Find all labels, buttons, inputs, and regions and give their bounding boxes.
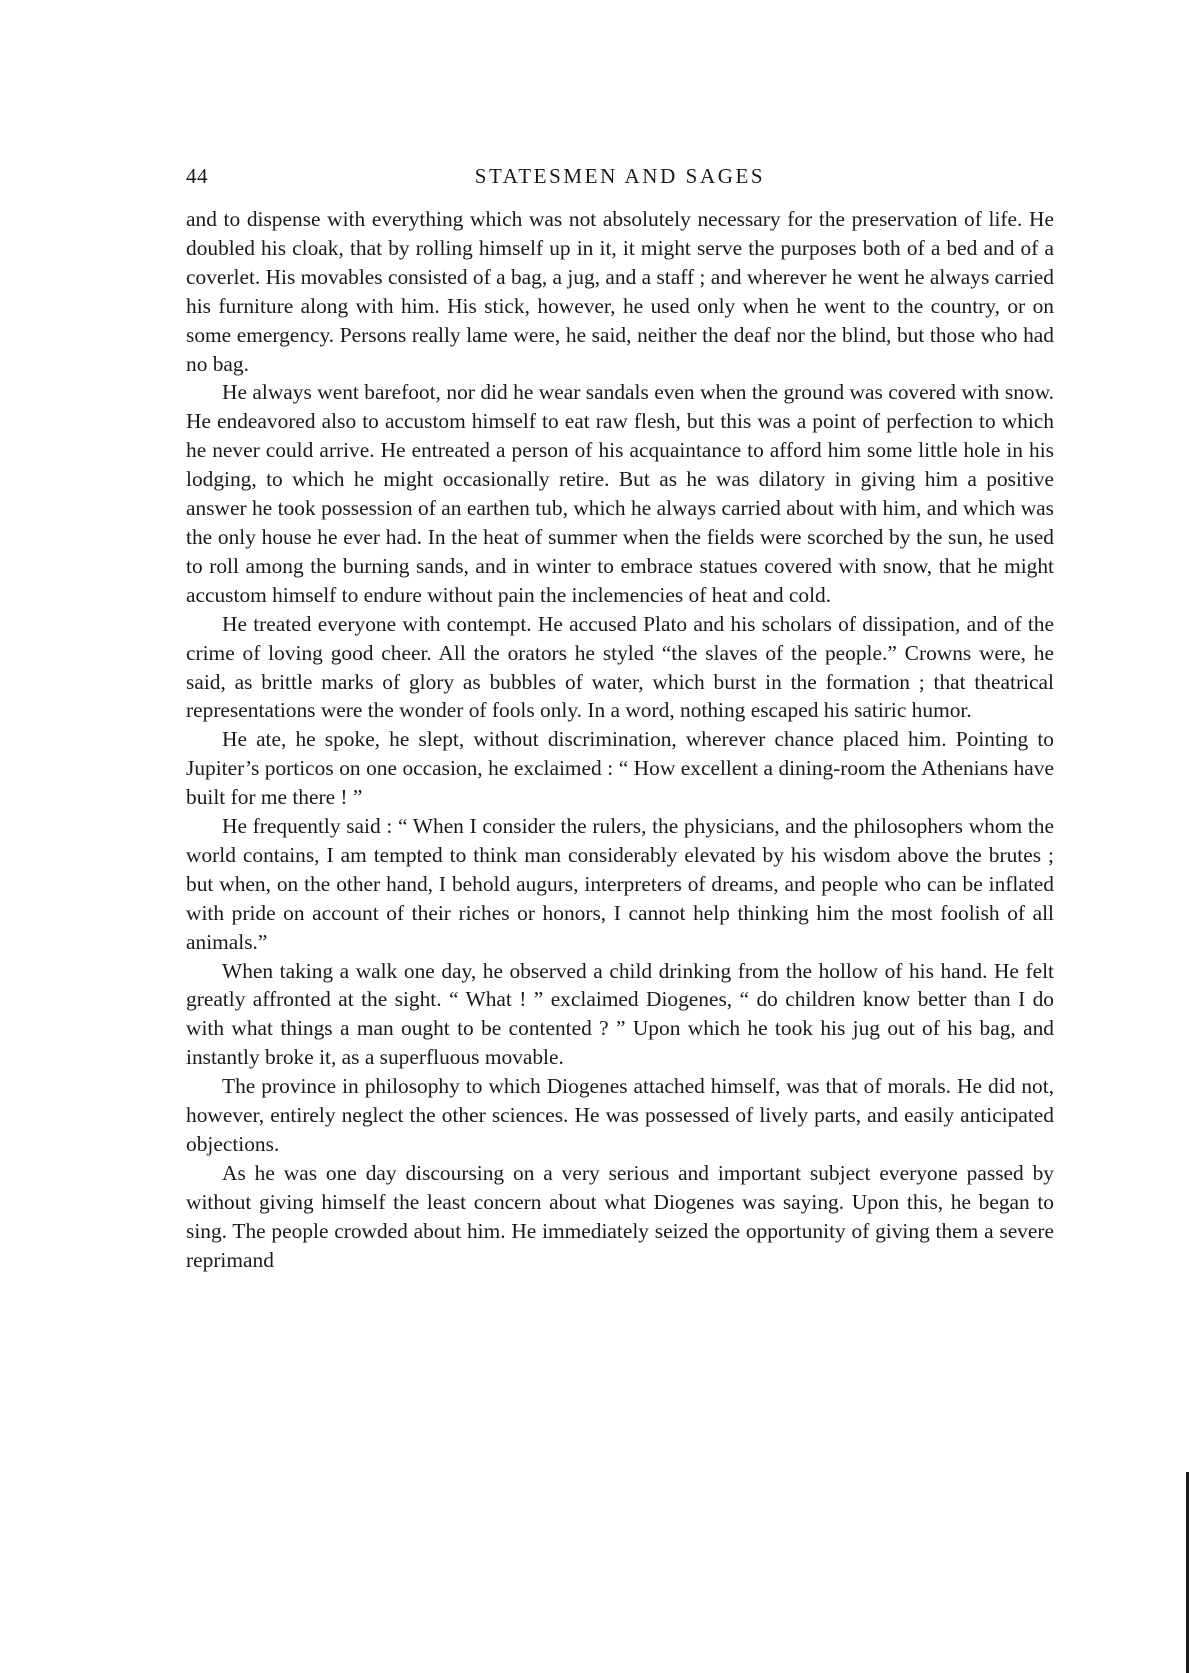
paragraph-6: When taking a walk one day, he observed a child drinking from the hollow of his hand. He felt greatly affronted at the sight. “ What ! ” exclaimed Diogenes, “ do children know better than I do with what things a man ought to be contented ? ” Upon which he took his jug out of his bag, and instantly broke it, as a superfluous movable.	[186, 958, 1054, 1070]
paragraph-8: As he was one day discoursing on a very serious and important subject everyone passed by without giving himself the least concern about what Diogenes was saying. Upon this, he began to sing. The people crowded about him. He immediately seized the opportunity of giving them a severe reprimand	[186, 1160, 1054, 1272]
running-head	[186, 164, 1054, 194]
paragraph-1: and to dispense with everything which was not absolutely necessary for the preservation of life. He doubled his cloak, that by rolling himself up in it, it might serve the purposes both of a bed and of a coverlet. His movables consisted of a bag, a jug, and a staff ; and wherever he went he always carried his furniture along with him. His stick, however, he used only when he went to the country, or on some emergency. Persons really lame were, he said, neither the deaf nor the blind, but those who had no bag.	[186, 207, 1054, 376]
body-text	[186, 205, 1054, 1275]
paragraph-2: He always went barefoot, nor did he wear sandals even when the ground was covered with snow. He endeavored also to accustom himself to eat raw flesh, but this was a point of perfection to which he never could arrive. He entreated a person of his acquaintance to afford him some little hole in his lodging, to which he might occasionally retire. But as he was dilatory in giving him a positive answer he took possession of an earthen tub, which he always carried about with him, and which was the only house he ever had. In the heat of summer when the fields were scorched by the sun, he used to roll among the burning sands, and in winter to embrace statues covered with snow, that he might accustom himself to endure without pain the inclemencies of heat and cold.	[186, 380, 1054, 607]
page-number: 44	[186, 164, 208, 188]
paragraph-4: He ate, he spoke, he slept, without discrimination, wherever chance placed him. Pointing to Jupiter’s porticos on one occasion, he exclaimed : “ How excellent a dining-room the Athenians have built for me there ! ”	[186, 727, 1054, 810]
paragraph-7: The province in philosophy to which Diogenes attached himself, was that of morals. He did not, however, entirely neglect the other sciences. He was possessed of lively parts, and easily anticipated objections.	[186, 1074, 1054, 1156]
paragraph-5: He frequently said : “ When I consider the rulers, the physicians, and the philosophers whom the world contains, I am tempted to think man considerably elevated by his wisdom above the brutes ; but when, on the other hand, I behold augurs, interpreters of dreams, and people who can be inflated with pride on account of their riches or honors, I cannot help thinking him the most foolish of all animals.”	[186, 814, 1054, 954]
paragraph-3: He treated everyone with contempt. He accused Plato and his scholars of dissipation, and of the crime of loving good cheer. All the orators he styled “the slaves of the people.” Crowns were, he said, as brittle marks of glory as bubbles of water, which burst in the formation ; that theatrical representations were the wonder of fools only. In a word, nothing escaped his satiric humor.	[186, 611, 1054, 723]
running-title: STATESMEN AND SAGES	[474, 164, 766, 188]
